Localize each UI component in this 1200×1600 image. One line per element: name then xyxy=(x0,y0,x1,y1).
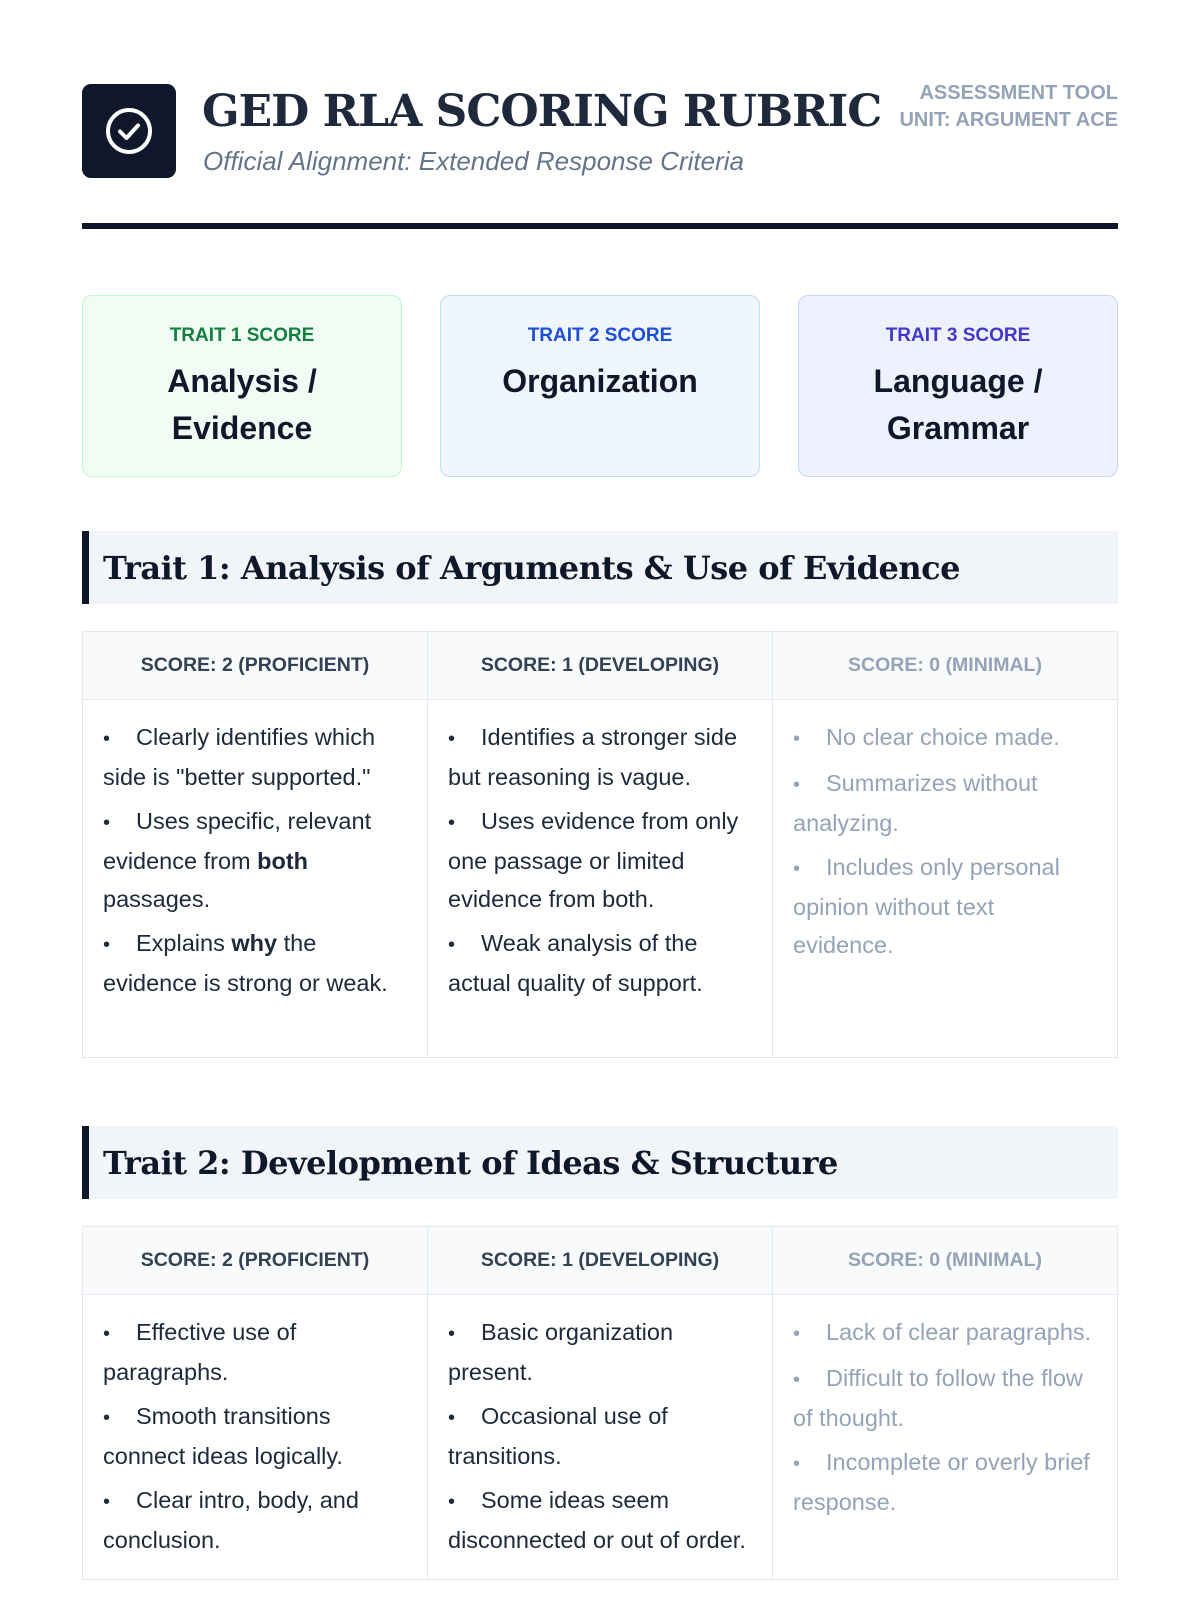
minimal-criteria xyxy=(773,1295,1118,1580)
list-item: • Clear intro, body, and conclusion. xyxy=(103,1481,407,1559)
list-item xyxy=(103,718,407,796)
list-item: • Basic organization present. xyxy=(448,1313,752,1391)
list-item: • No clear choice made. xyxy=(793,718,1097,758)
developing-criteria xyxy=(428,1295,773,1580)
page-header xyxy=(82,0,1118,229)
trait-3-card-label: TRAIT 3 SCORE xyxy=(885,325,1031,346)
trait-1-title: Trait 1: Analysis of Arguments & Use of Evidence xyxy=(103,548,960,587)
header-meta xyxy=(899,80,1118,134)
proficient-criteria xyxy=(83,1295,428,1580)
page-title: GED RLA SCORING RUBRIC xyxy=(202,86,882,137)
list-item: • Difficult to follow the flow of thought. xyxy=(793,1359,1097,1437)
list-item: • Occasional use of transitions. xyxy=(448,1397,752,1475)
meta-assessment-tool: ASSESSMENT TOOL xyxy=(919,82,1118,104)
trait-1-card-name: Analysis / Evidence xyxy=(167,363,317,446)
trait-2-section-header xyxy=(82,1126,1118,1199)
developing-criteria xyxy=(428,700,773,1058)
column-header-minimal: SCORE: 0 (MINIMAL) xyxy=(773,1227,1118,1295)
trait-2-card xyxy=(440,295,760,477)
list-item xyxy=(103,802,407,918)
trait-3-card xyxy=(798,295,1118,477)
list-item: • Identifies a stronger side but reasoning is vague. xyxy=(448,718,752,796)
criterion-text: Uses specific, relevant evidence from xyxy=(103,808,372,874)
list-item xyxy=(103,924,407,1002)
trait-1-card xyxy=(82,295,402,477)
list-item: • Effective use of paragraphs. xyxy=(103,1313,407,1391)
criterion-text: passages. xyxy=(103,886,211,912)
column-header-developing: SCORE: 1 (DEVELOPING) xyxy=(428,632,773,700)
trait-1-rubric-table xyxy=(82,631,1118,1058)
check-circle-icon xyxy=(103,105,155,157)
trait-score-cards xyxy=(82,295,1118,477)
emphasis-text: both xyxy=(257,848,309,874)
list-item: • Incomplete or overly brief response. xyxy=(793,1443,1097,1521)
column-header-proficient: SCORE: 2 (PROFICIENT) xyxy=(83,632,428,700)
trait-2-card-name: Organization xyxy=(502,363,698,399)
meta-unit: UNIT: ARGUMENT ACE xyxy=(899,109,1118,131)
trait-1-card-label: TRAIT 1 SCORE xyxy=(169,325,315,346)
table-header-row xyxy=(83,632,1118,700)
trait-2-rubric-table xyxy=(82,1226,1118,1580)
table-row xyxy=(83,1295,1118,1580)
page-subtitle: Official Alignment: Extended Response Criteria xyxy=(203,146,744,176)
list-item: • Some ideas seem disconnected or out of order. xyxy=(448,1481,752,1559)
proficient-criteria xyxy=(83,700,428,1058)
trait-3-card-name: Language / Grammar xyxy=(873,363,1043,446)
list-item: • Smooth transitions connect ideas logically. xyxy=(103,1397,407,1475)
list-item: • Includes only personal opinion without text evidence. xyxy=(793,848,1097,964)
logo xyxy=(82,84,176,178)
table-row xyxy=(83,700,1118,1058)
trait-2-title: Trait 2: Development of Ideas & Structure xyxy=(103,1143,838,1182)
list-item: • Lack of clear paragraphs. xyxy=(793,1313,1097,1353)
criterion-text: Clearly identifies which side is "better supported." xyxy=(103,724,376,790)
trait-1-section-header xyxy=(82,531,1118,604)
criterion-text: Explains xyxy=(136,930,232,956)
column-header-proficient: SCORE: 2 (PROFICIENT) xyxy=(83,1227,428,1295)
list-item: • Uses evidence from only one passage or limited evidence from both. xyxy=(448,802,752,918)
column-header-minimal: SCORE: 0 (MINIMAL) xyxy=(773,632,1118,700)
trait-2-card-label: TRAIT 2 SCORE xyxy=(527,325,673,346)
list-item: • Weak analysis of the actual quality of support. xyxy=(448,924,752,1002)
table-header-row xyxy=(83,1227,1118,1295)
column-header-developing: SCORE: 1 (DEVELOPING) xyxy=(428,1227,773,1295)
list-item: • Summarizes without analyzing. xyxy=(793,764,1097,842)
emphasis-text: why xyxy=(231,930,278,956)
minimal-criteria xyxy=(773,700,1118,1058)
criterion-text: the evidence is strong or weak. xyxy=(103,930,388,996)
